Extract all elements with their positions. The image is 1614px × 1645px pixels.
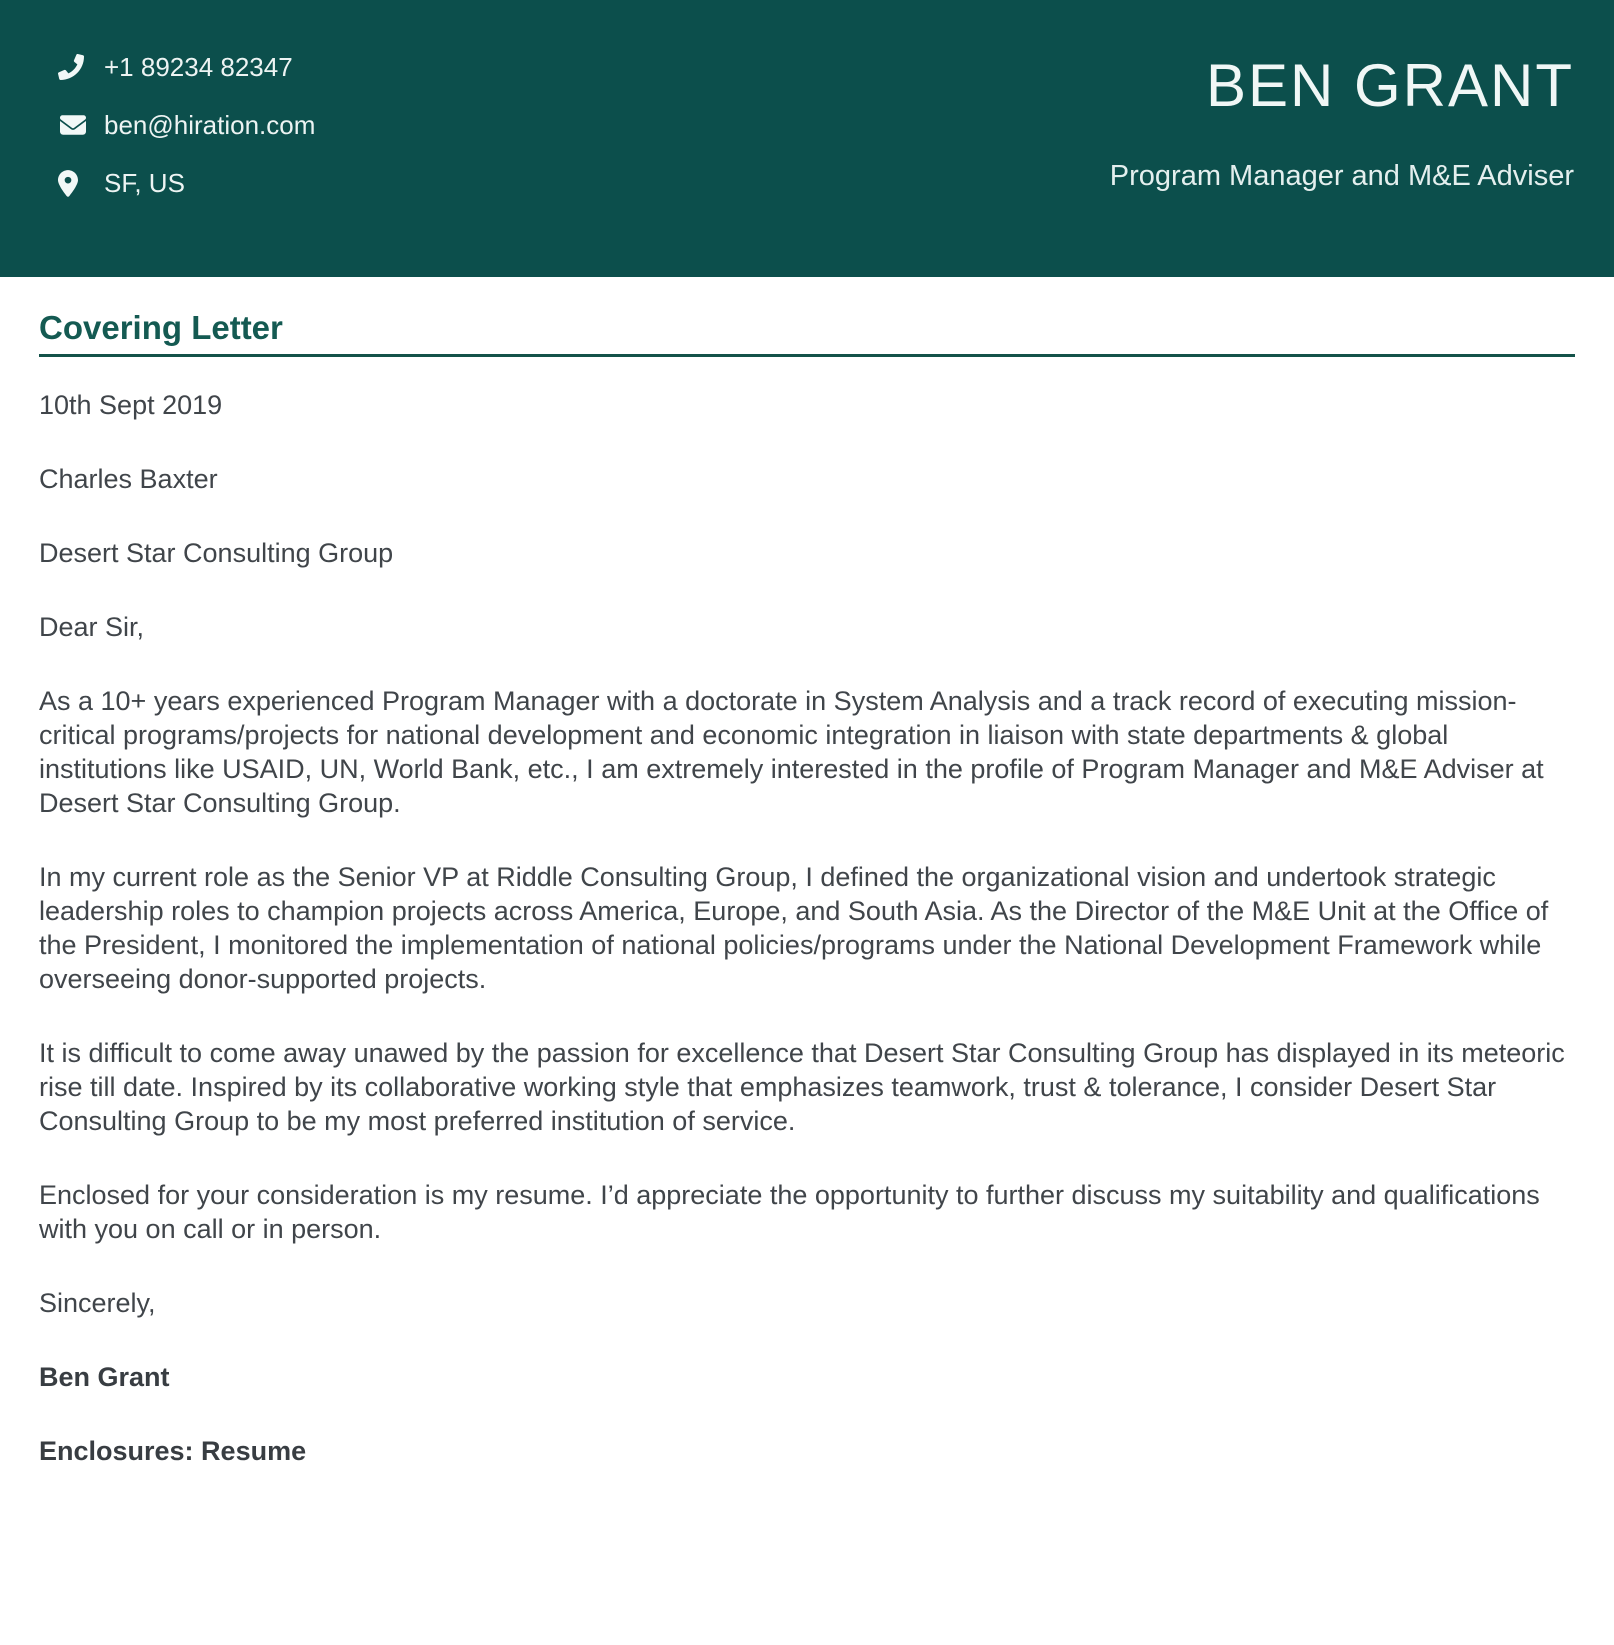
header-band <box>0 0 1614 277</box>
contact-email <box>58 110 315 140</box>
body-paragraph-2: In my current role as the Senior VP at Riddle Consulting Group, I defined the organizational vision and undertook strategic leadership roles to champion projects across America, Europe, and South Asia. As the Director of the M&E Unit at the Office of the President, I monitored the implementation of national policies/programs under the National Development Framework while overseeing donor-supported projects. <box>39 862 1549 994</box>
closing-line: Sincerely, <box>39 1288 156 1318</box>
body-paragraph-3: It is difficult to come away unawed by the passion for excellence that Desert Star Consulting Group has displayed in its meteoric rise till date. Inspired by its collaborative working style that emphasizes teamwork, trust & tolerance, I consider Desert Star Consulting Group to be my most preferred institution of service. <box>39 1038 1565 1136</box>
letter-body <box>39 388 1575 1468</box>
section-divider <box>39 354 1575 357</box>
recipient-company: Desert Star Consulting Group <box>39 538 394 568</box>
identity-block <box>1110 54 1574 193</box>
phone-number: +1 89234 82347 <box>104 51 293 82</box>
location-pin-icon <box>58 170 88 196</box>
contact-block <box>58 52 315 226</box>
recipient-name: Charles Baxter <box>39 464 218 494</box>
letter-content <box>0 308 1614 1468</box>
body-paragraph-1: As a 10+ years experienced Program Manager with a doctorate in System Analysis and a track record of executing mission-critical programs/projects for national development and economic integration in liaison with state departments & global institutions like USAID, UN, World Bank, etc., I am extremely interested in the profile of Program Manager and M&E Adviser at Desert Star Consulting Group. <box>39 686 1544 818</box>
section-heading: Covering Letter <box>39 309 283 346</box>
location-text: SF, US <box>104 167 185 198</box>
email-address: ben@hiration.com <box>104 109 316 140</box>
salutation: Dear Sir, <box>39 612 145 642</box>
candidate-job-title: Program Manager and M&E Adviser <box>1109 160 1574 192</box>
enclosures-line: Enclosures: Resume <box>39 1436 307 1466</box>
contact-location <box>58 168 315 198</box>
body-paragraph-4: Enclosed for your consideration is my resume. I’d appreciate the opportunity to further discuss my suitability and qualifications with you on call or in person. <box>39 1180 1540 1244</box>
phone-icon <box>58 54 88 80</box>
candidate-name: BEN GRANT <box>1205 52 1574 119</box>
signature-name: Ben Grant <box>39 1362 170 1392</box>
envelope-icon <box>58 112 88 138</box>
date-line: 10th Sept 2019 <box>39 390 223 420</box>
contact-phone <box>58 52 315 82</box>
